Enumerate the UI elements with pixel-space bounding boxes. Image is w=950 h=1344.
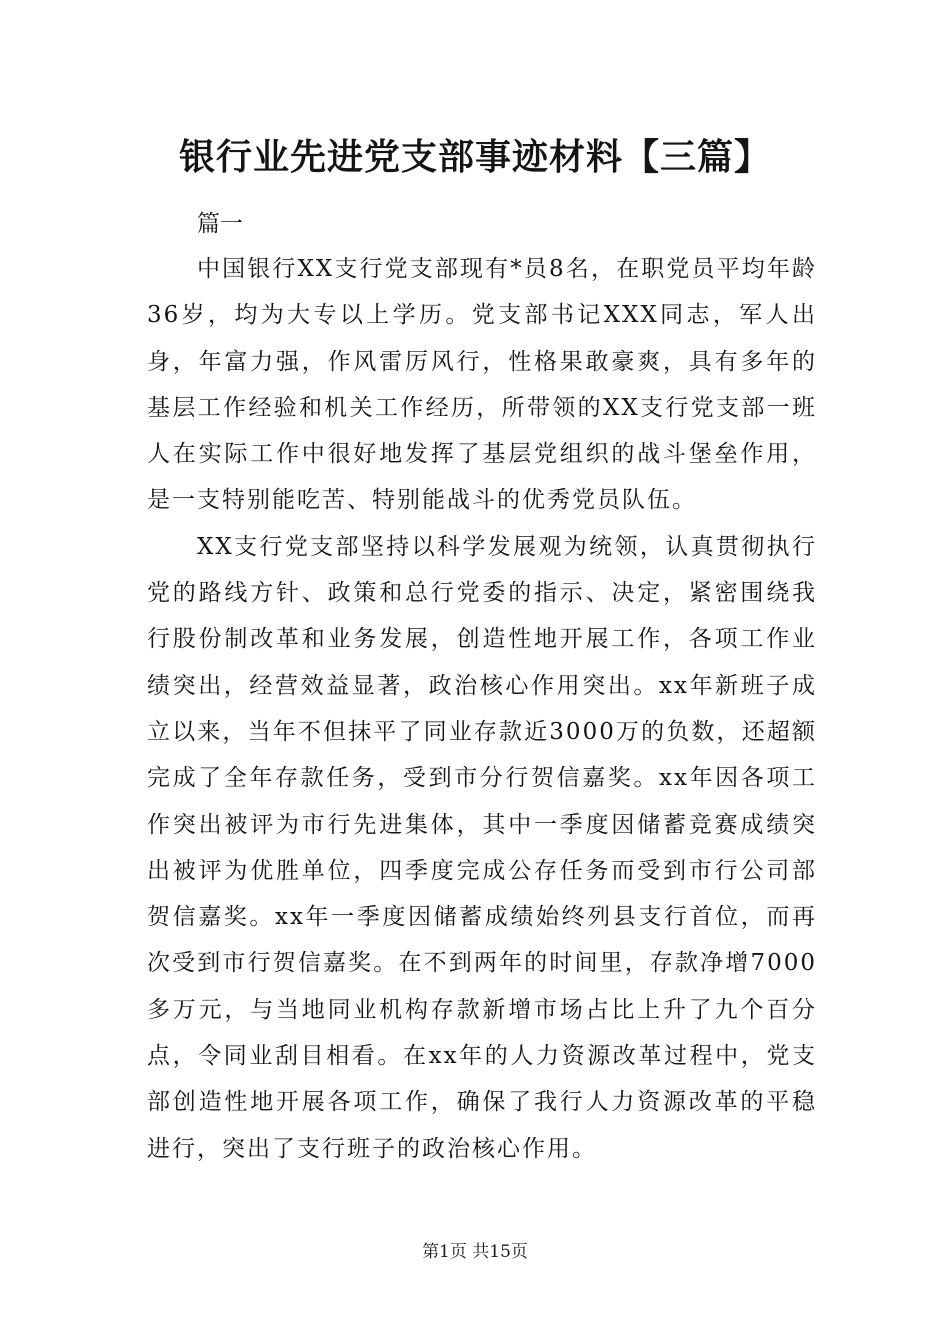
document-body — [147, 246, 817, 1172]
section-label: 篇一 — [197, 211, 243, 237]
document-title: 银行业先进党支部事迹材料【三篇】 — [178, 136, 771, 178]
paragraph-2: XX支行党支部坚持以科学发展观为统领，认真贯彻执行党的路线方针、政策和总行党委的指示、决定，紧密围绕我行股份制改革和业务发展，创造性地开展工作，各项工作业绩突出，经营效益显著，政治核心作用突出。xx年新班子成立以来，当年不但抹平了同业存款近3000万的负数，还超额完成了全年存款任务，受到市分行贺信嘉奖。xx年因各项工作突出被评为市行先进集体，其中一季度因储蓄竞赛成绩突出被评为优胜单位，四季度完成公存任务而受到市行公司部贺信嘉奖。xx年一季度因储蓄成绩始终列县支行首位，而再次受到市行贺信嘉奖。在不到两年的时间里，存款净增7000多万元，与当地同业机构存款新增市场占比上升了九个百分点，令同业刮目相看。在xx年的人力资源改革过程中，党支部创造性地开展各项工作，确保了我行人力资源改革的平稳进行，突出了支行班子的政治核心作用。 — [147, 533, 817, 1162]
paragraph-1: 中国银行XX支行党支部现有*员8名，在职党员平均年龄36岁，均为大专以上学历。党支部书记XXX同志，军人出身，年富力强，作风雷厉风行，性格果敢豪爽，具有多年的基层工作经验和机关工作经历，所带领的XX支行党支部一班人在实际工作中很好地发挥了基层党组织的战斗堡垒作用，是一支特别能吃苦、特别能战斗的优秀党员队伍。 — [147, 256, 817, 514]
page-number-footer: 第1页 共15页 — [422, 1242, 528, 1262]
